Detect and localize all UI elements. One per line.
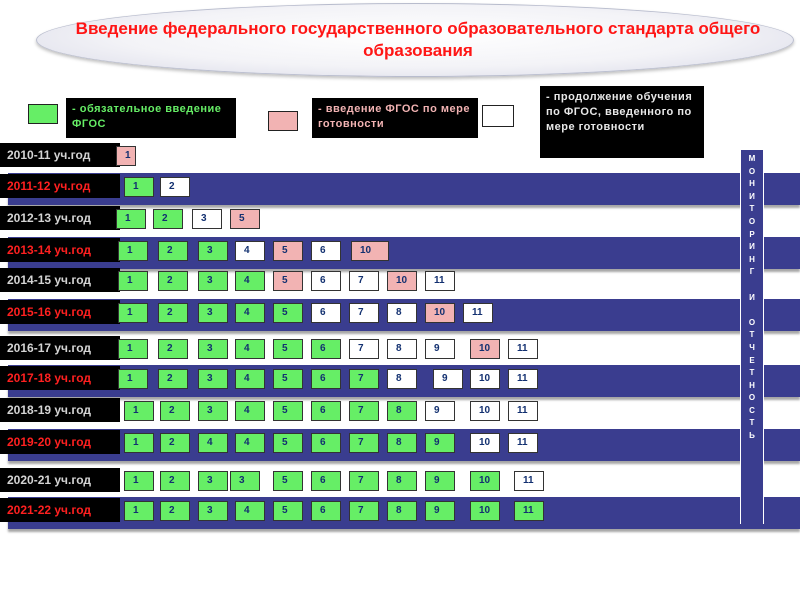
grade-cell: 2 — [158, 241, 188, 261]
grade-cell: 3 — [198, 339, 228, 359]
grade-cell: 6 — [311, 241, 341, 261]
grade-cell: 1 — [118, 271, 148, 291]
grade-cell: 4 — [235, 303, 265, 323]
legend-swatch-readiness — [268, 111, 298, 131]
grade-cell: 10 — [470, 401, 500, 421]
grade-cell: 5 — [273, 369, 303, 389]
grade-cell: 5 — [273, 339, 303, 359]
grade-cell: 9 — [425, 433, 455, 453]
grade-cell: 3 — [198, 303, 228, 323]
grade-cell: 1 — [118, 339, 148, 359]
grade-cell: 2 — [158, 339, 188, 359]
grade-cell: 5 — [273, 303, 303, 323]
grade-cell: 5 — [273, 271, 303, 291]
grade-cell: 2 — [160, 501, 190, 521]
grade-cell: 6 — [311, 501, 341, 521]
grade-cell: 2 — [160, 433, 190, 453]
grade-cell: 10 — [470, 369, 500, 389]
grade-cell: 6 — [311, 433, 341, 453]
year-label: 2014-15 уч.год — [0, 268, 120, 292]
year-label: 2017-18 уч.год — [0, 366, 120, 390]
grade-cell: 7 — [349, 303, 379, 323]
grade-cell: 10 — [470, 339, 500, 359]
grade-cell: 6 — [311, 369, 341, 389]
grade-cell: 1 — [124, 433, 154, 453]
grade-cell: 8 — [387, 433, 417, 453]
legend-swatch-continuation — [482, 105, 514, 127]
grade-cell: 6 — [311, 339, 341, 359]
grade-cell: 10 — [470, 471, 500, 491]
grade-cell: 5 — [273, 471, 303, 491]
grade-cell: 7 — [349, 339, 379, 359]
legend-swatch-mandatory — [28, 104, 58, 124]
grade-cell: 7 — [349, 369, 379, 389]
grade-cell: 2 — [160, 401, 190, 421]
grade-cell: 6 — [311, 471, 341, 491]
grade-cell: 4 — [235, 271, 265, 291]
year-label: 2021-22 уч.год — [0, 498, 120, 522]
year-label: 2012-13 уч.год — [0, 206, 120, 230]
grade-cell: 11 — [463, 303, 493, 323]
legend-label-readiness: - введение ФГОС по мере готовности — [312, 98, 478, 138]
legend-label-mandatory: - обязательное введение ФГОС — [66, 98, 236, 138]
page-title: Введение федерального государственного образовательного стандарта общего образования — [75, 19, 761, 60]
grade-cell: 9 — [425, 339, 455, 359]
grade-cell: 7 — [349, 433, 379, 453]
year-label: 2011-12 уч.год — [0, 174, 120, 198]
grade-cell: 8 — [387, 501, 417, 521]
grade-cell: 2 — [158, 271, 188, 291]
grade-cell: 5 — [273, 433, 303, 453]
grade-cell: 3 — [198, 271, 228, 291]
grade-cell: 1 — [116, 209, 146, 229]
grade-cell: 5 — [273, 401, 303, 421]
grade-cell: 6 — [311, 271, 341, 291]
grade-cell: 10 — [470, 433, 500, 453]
grade-cell: 3 — [192, 209, 222, 229]
grade-cell: 4 — [198, 433, 228, 453]
grade-cell: 8 — [387, 401, 417, 421]
grade-cell: 1 — [116, 146, 136, 166]
grade-cell: 5 — [273, 501, 303, 521]
grade-cell: 9 — [425, 401, 455, 421]
grade-cell: 11 — [508, 401, 538, 421]
grade-cell: 2 — [158, 303, 188, 323]
grade-cell: 11 — [514, 471, 544, 491]
grade-cell: 8 — [387, 339, 417, 359]
grade-cell: 4 — [235, 401, 265, 421]
grade-cell: 1 — [118, 241, 148, 261]
grade-cell: 10 — [351, 241, 389, 261]
monitoring-column — [740, 150, 764, 524]
grade-cell: 7 — [349, 471, 379, 491]
grade-cell: 10 — [387, 271, 417, 291]
grade-cell: 2 — [160, 177, 190, 197]
grade-cell: 4 — [235, 339, 265, 359]
year-label: 2015-16 уч.год — [0, 300, 120, 324]
grade-cell: 4 — [235, 501, 265, 521]
grade-cell: 5 — [230, 209, 260, 229]
grade-cell: 3 — [198, 401, 228, 421]
grade-cell: 8 — [387, 369, 417, 389]
grade-cell: 7 — [349, 271, 379, 291]
grade-cell: 9 — [433, 369, 463, 389]
year-label: 2018-19 уч.год — [0, 398, 120, 422]
grade-cell: 3 — [198, 369, 228, 389]
grade-cell: 11 — [508, 433, 538, 453]
grade-cell: 2 — [153, 209, 183, 229]
grade-cell: 1 — [118, 369, 148, 389]
grade-cell: 7 — [349, 401, 379, 421]
grade-cell: 11 — [508, 369, 538, 389]
grade-cell: 4 — [235, 369, 265, 389]
year-label: 2016-17 уч.год — [0, 336, 120, 360]
year-label: 2019-20 уч.год — [0, 430, 120, 454]
grade-cell: 1 — [124, 501, 154, 521]
grade-cell: 8 — [387, 471, 417, 491]
grade-cell: 1 — [118, 303, 148, 323]
grade-cell: 10 — [470, 501, 500, 521]
grade-cell: 3 — [198, 241, 228, 261]
grade-cell: 11 — [425, 271, 455, 291]
grade-cell: 3 — [198, 471, 228, 491]
year-label: 2020-21 уч.год — [0, 468, 120, 492]
grade-cell: 2 — [160, 471, 190, 491]
grade-cell: 1 — [124, 177, 154, 197]
monitoring-label: М О Н И Т О Р И Н Г И О Т Ч Е Т Н О С Т Ь — [748, 154, 756, 441]
grade-cell: 5 — [273, 241, 303, 261]
legend-label-continuation: - продолжение обучения по ФГОС, введенного по мере готовности — [540, 86, 704, 158]
grade-cell: 9 — [425, 471, 455, 491]
grade-cell: 2 — [158, 369, 188, 389]
grade-cell: 8 — [387, 303, 417, 323]
year-label: 2013-14 уч.год — [0, 238, 120, 262]
grade-cell: 4 — [235, 241, 265, 261]
grade-cell: 4 — [235, 433, 265, 453]
grade-cell: 6 — [311, 401, 341, 421]
grade-cell: 6 — [311, 303, 341, 323]
grade-cell: 9 — [425, 501, 455, 521]
grade-cell: 10 — [425, 303, 455, 323]
grade-cell: 7 — [349, 501, 379, 521]
grade-cell: 1 — [124, 401, 154, 421]
grade-cell: 11 — [508, 339, 538, 359]
grade-cell: 3 — [230, 471, 260, 491]
grade-cell: 1 — [124, 471, 154, 491]
grade-cell: 11 — [514, 501, 544, 521]
year-label: 2010-11 уч.год — [0, 143, 120, 167]
grade-cell: 3 — [198, 501, 228, 521]
